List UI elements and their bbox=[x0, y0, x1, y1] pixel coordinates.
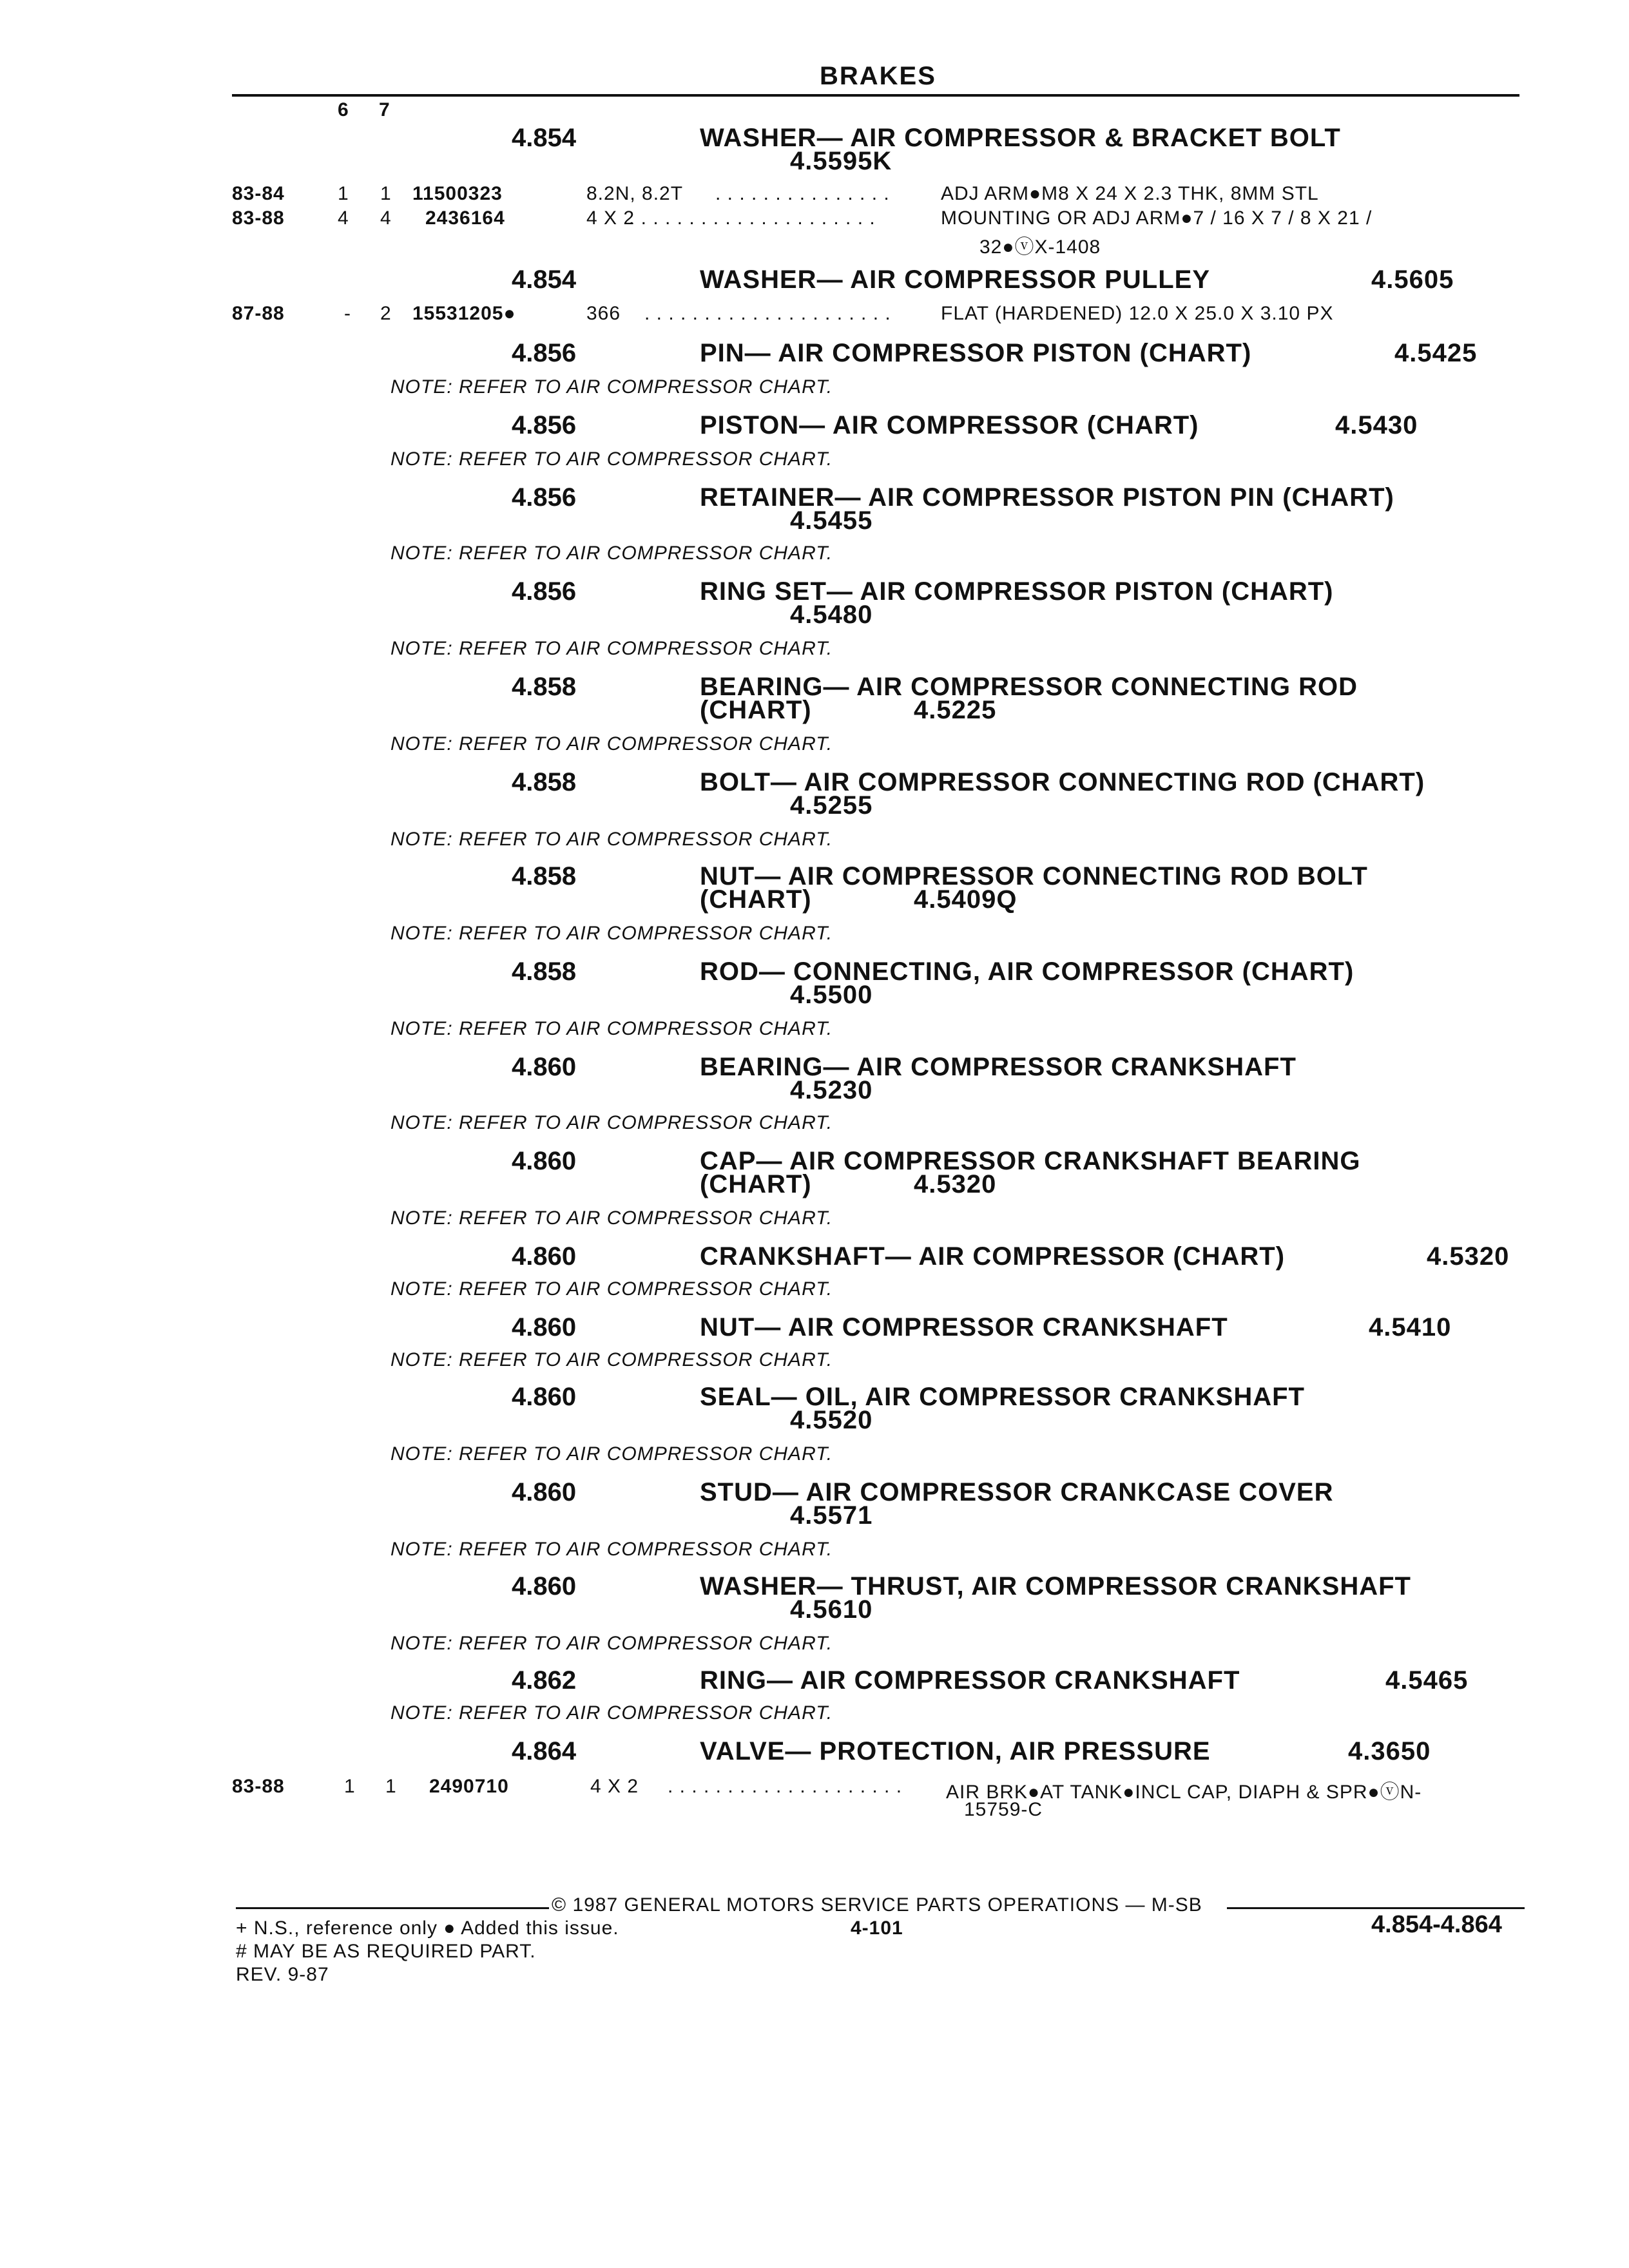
entry-ref: 4.5480 bbox=[790, 601, 873, 629]
entry-note: NOTE: REFER TO AIR COMPRESSOR CHART. bbox=[390, 1702, 833, 1724]
part-qty-7: 4 bbox=[380, 207, 392, 229]
part-years: 83-84 bbox=[232, 183, 285, 204]
entry-title-cont: (CHART) bbox=[700, 1170, 812, 1198]
entry-code: 4.860 bbox=[512, 1478, 577, 1506]
leader-dots: . . . . . . . . . . . . . . . . . . . . . bbox=[644, 303, 891, 324]
part-description: MOUNTING OR ADJ ARM●7 / 16 X 7 / 8 X 21 / bbox=[941, 207, 1373, 229]
entry-note: NOTE: REFER TO AIR COMPRESSOR CHART. bbox=[390, 638, 833, 659]
part-qty-6: 1 bbox=[344, 1776, 356, 1797]
part-qty-6: 1 bbox=[338, 183, 349, 204]
leader-dots: . . . . . . . . . . . . . . . bbox=[715, 183, 890, 204]
entry-code: 4.864 bbox=[512, 1737, 577, 1765]
entry-ref: 4.5410 bbox=[1369, 1313, 1452, 1341]
entry-ref: 4.5465 bbox=[1385, 1666, 1469, 1695]
footer-legend: + N.S., reference only ● Added this issue. bbox=[236, 1917, 619, 1939]
entry-code: 4.856 bbox=[512, 411, 577, 439]
entry-ref: 4.5225 bbox=[914, 696, 997, 724]
entry-title: NUT— AIR COMPRESSOR CRANKSHAFT bbox=[700, 1313, 1228, 1341]
footer-rule-right bbox=[1227, 1907, 1525, 1909]
part-description-cont: 32●ⓥX-1408 bbox=[979, 236, 1101, 258]
part-qty-7: 1 bbox=[385, 1776, 397, 1797]
part-number: 2490710 bbox=[429, 1776, 509, 1797]
entry-note: NOTE: REFER TO AIR COMPRESSOR CHART. bbox=[390, 1633, 833, 1654]
part-description: ADJ ARM●M8 X 24 X 2.3 THK, 8MM STL bbox=[941, 183, 1319, 204]
entry-title: NUT— AIR COMPRESSOR CONNECTING ROD BOLT bbox=[700, 862, 1368, 890]
entry-ref: 4.5230 bbox=[790, 1076, 873, 1104]
part-years: 83-88 bbox=[232, 1776, 285, 1797]
entry-note: NOTE: REFER TO AIR COMPRESSOR CHART. bbox=[390, 1207, 833, 1229]
entry-ref: 4.5320 bbox=[1427, 1242, 1510, 1271]
column-header-7: 7 bbox=[379, 99, 390, 120]
footer-legend: # MAY BE AS REQUIRED PART. bbox=[236, 1941, 536, 1962]
part-model: 4 X 2 bbox=[586, 207, 635, 229]
page-range: 4.854-4.864 bbox=[1371, 1911, 1502, 1938]
entry-note: NOTE: REFER TO AIR COMPRESSOR CHART. bbox=[390, 733, 833, 754]
entry-title: SEAL— OIL, AIR COMPRESSOR CRANKSHAFT bbox=[700, 1383, 1305, 1411]
footer-copyright: © 1987 GENERAL MOTORS SERVICE PARTS OPERATIONS — M-SB bbox=[552, 1894, 1202, 1916]
part-years: 83-88 bbox=[232, 207, 285, 229]
entry-code: 4.856 bbox=[512, 483, 577, 512]
footer-rule-left bbox=[236, 1907, 549, 1909]
entry-code: 4.858 bbox=[512, 957, 577, 986]
entry-ref: 4.5595K bbox=[790, 147, 892, 175]
entry-ref: 4.5520 bbox=[790, 1406, 873, 1434]
entry-code: 4.854 bbox=[512, 265, 577, 294]
leader-dots: . . . . . . . . . . . . . . . . . . . . bbox=[668, 1776, 903, 1797]
entry-ref: 4.5320 bbox=[914, 1170, 997, 1198]
entry-title: RETAINER— AIR COMPRESSOR PISTON PIN (CHART) bbox=[700, 483, 1394, 512]
entry-ref: 4.5605 bbox=[1371, 265, 1454, 294]
entry-note: NOTE: REFER TO AIR COMPRESSOR CHART. bbox=[390, 1539, 833, 1560]
part-qty-7: 1 bbox=[380, 183, 392, 204]
entry-title: BOLT— AIR COMPRESSOR CONNECTING ROD (CHART) bbox=[700, 768, 1425, 796]
entry-note: NOTE: REFER TO AIR COMPRESSOR CHART. bbox=[390, 1349, 833, 1370]
entry-code: 4.860 bbox=[512, 1147, 577, 1175]
entry-ref: 4.5610 bbox=[790, 1595, 873, 1624]
entry-title: RING SET— AIR COMPRESSOR PISTON (CHART) bbox=[700, 577, 1334, 606]
entry-title: WASHER— AIR COMPRESSOR PULLEY bbox=[700, 265, 1211, 294]
part-description: FLAT (HARDENED) 12.0 X 25.0 X 3.10 PX bbox=[941, 303, 1334, 324]
page-title: BRAKES bbox=[820, 62, 936, 90]
entry-code: 4.860 bbox=[512, 1242, 577, 1271]
column-header-6: 6 bbox=[338, 99, 349, 120]
entry-title: PISTON— AIR COMPRESSOR (CHART) bbox=[700, 411, 1199, 439]
entry-title: STUD— AIR COMPRESSOR CRANKCASE COVER bbox=[700, 1478, 1334, 1506]
entry-ref: 4.5430 bbox=[1335, 411, 1418, 439]
part-years: 87-88 bbox=[232, 303, 285, 324]
part-qty-6: - bbox=[344, 303, 351, 324]
entry-title: BEARING— AIR COMPRESSOR CRANKSHAFT bbox=[700, 1053, 1296, 1081]
entry-note: NOTE: REFER TO AIR COMPRESSOR CHART. bbox=[390, 1443, 833, 1465]
part-number: 11500323 bbox=[412, 183, 503, 204]
entry-title: ROD— CONNECTING, AIR COMPRESSOR (CHART) bbox=[700, 957, 1354, 986]
entry-title: PIN— AIR COMPRESSOR PISTON (CHART) bbox=[700, 339, 1252, 367]
entry-title: CRANKSHAFT— AIR COMPRESSOR (CHART) bbox=[700, 1242, 1286, 1271]
entry-title: WASHER— AIR COMPRESSOR & BRACKET BOLT bbox=[700, 124, 1341, 152]
entry-title: BEARING— AIR COMPRESSOR CONNECTING ROD bbox=[700, 673, 1358, 701]
part-model: 4 X 2 bbox=[590, 1776, 639, 1797]
entry-title: VALVE— PROTECTION, AIR PRESSURE bbox=[700, 1737, 1211, 1765]
entry-ref: 4.3650 bbox=[1348, 1737, 1431, 1765]
entry-title-cont: (CHART) bbox=[700, 696, 812, 724]
entry-ref: 4.5425 bbox=[1394, 339, 1478, 367]
header-rule bbox=[232, 94, 1519, 97]
entry-note: NOTE: REFER TO AIR COMPRESSOR CHART. bbox=[390, 1278, 833, 1300]
entry-title: WASHER— THRUST, AIR COMPRESSOR CRANKSHAFT bbox=[700, 1572, 1411, 1600]
entry-ref: 4.5255 bbox=[790, 791, 873, 820]
part-qty-7: 2 bbox=[380, 303, 392, 324]
entry-code: 4.856 bbox=[512, 577, 577, 606]
entry-code: 4.860 bbox=[512, 1053, 577, 1081]
entry-note: NOTE: REFER TO AIR COMPRESSOR CHART. bbox=[390, 376, 833, 398]
entry-note: NOTE: REFER TO AIR COMPRESSOR CHART. bbox=[390, 543, 833, 564]
entry-code: 4.860 bbox=[512, 1313, 577, 1341]
entry-code: 4.858 bbox=[512, 862, 577, 890]
part-model: 8.2N, 8.2T bbox=[586, 183, 684, 204]
entry-title: CAP— AIR COMPRESSOR CRANKSHAFT BEARING bbox=[700, 1147, 1361, 1175]
entry-note: NOTE: REFER TO AIR COMPRESSOR CHART. bbox=[390, 448, 833, 470]
entry-title: RING— AIR COMPRESSOR CRANKSHAFT bbox=[700, 1666, 1240, 1695]
entry-code: 4.860 bbox=[512, 1383, 577, 1411]
entry-note: NOTE: REFER TO AIR COMPRESSOR CHART. bbox=[390, 1018, 833, 1039]
part-number: 15531205● bbox=[412, 303, 516, 324]
part-description: AIR BRK●AT TANK●INCL CAP, DIAPH & SPR●ⓥN- bbox=[946, 1782, 1422, 1803]
part-description-cont: 15759-C bbox=[964, 1799, 1043, 1820]
page-number: 4-101 bbox=[851, 1917, 903, 1939]
entry-code: 4.862 bbox=[512, 1666, 577, 1695]
entry-ref: 4.5500 bbox=[790, 981, 873, 1009]
entry-note: NOTE: REFER TO AIR COMPRESSOR CHART. bbox=[390, 829, 833, 850]
entry-code: 4.860 bbox=[512, 1572, 577, 1600]
part-number: 2436164 bbox=[425, 207, 505, 229]
footer-revision: REV. 9-87 bbox=[236, 1964, 329, 1985]
entry-ref: 4.5571 bbox=[790, 1501, 873, 1530]
entry-ref: 4.5409Q bbox=[914, 885, 1017, 914]
part-model: 366 bbox=[586, 303, 621, 324]
entry-ref: 4.5455 bbox=[790, 506, 873, 535]
entry-note: NOTE: REFER TO AIR COMPRESSOR CHART. bbox=[390, 1112, 833, 1133]
entry-code: 4.854 bbox=[512, 124, 577, 152]
entry-title-cont: (CHART) bbox=[700, 885, 812, 914]
entry-code: 4.856 bbox=[512, 339, 577, 367]
entry-note: NOTE: REFER TO AIR COMPRESSOR CHART. bbox=[390, 923, 833, 944]
part-qty-6: 4 bbox=[338, 207, 349, 229]
entry-code: 4.858 bbox=[512, 673, 577, 701]
leader-dots: . . . . . . . . . . . . . . . . . . . . . bbox=[629, 207, 876, 229]
entry-code: 4.858 bbox=[512, 768, 577, 796]
